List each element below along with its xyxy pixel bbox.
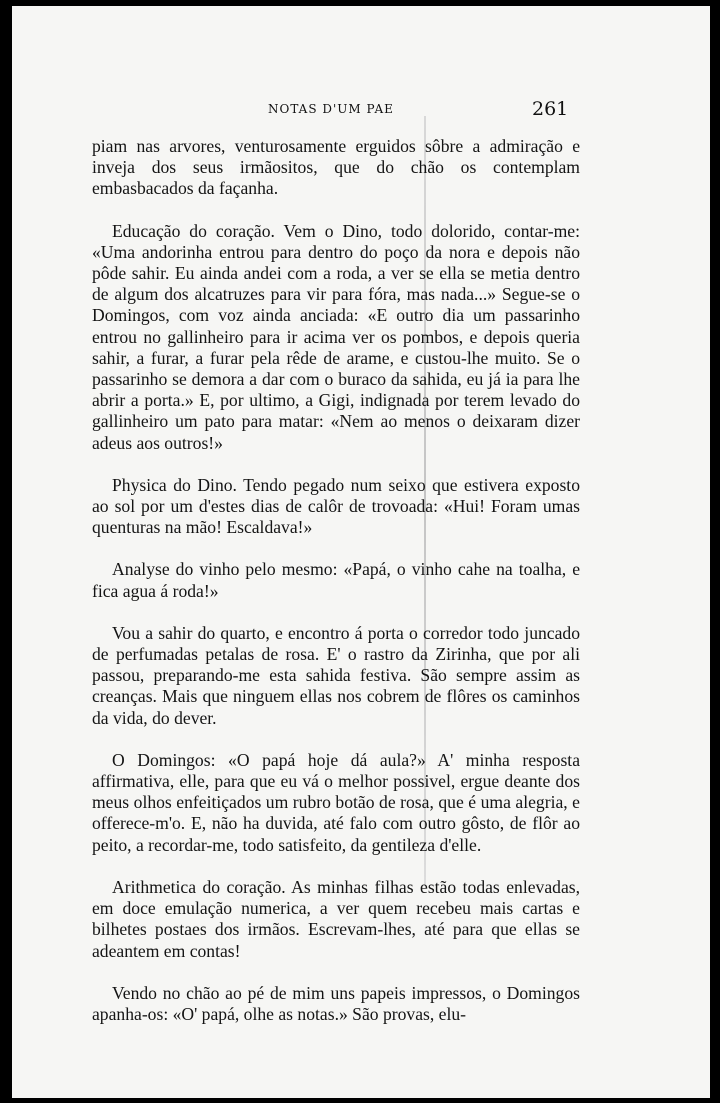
paragraph: Physica do Dino. Tendo pegado num seixo que estivera exposto ao sol por um d'estes dias de calôr de trovoada: «Hui! Foram umas quenturas na mão! Escaldava!»: [92, 474, 580, 538]
paragraph: piam nas arvores, venturosamente erguidos sôbre a admiração e inveja dos seus irmãositos, que do chão os contemplam embasbacados da façanha.: [92, 136, 580, 199]
book-page: [12, 6, 710, 1098]
running-title: NOTAS D'UM PAE: [268, 102, 394, 116]
paragraph: O Domingos: «O papá hoje dá aula?» A' minha resposta affirmativa, elle, para que eu vá o melhor possivel, ergue deante dos meus olhos enfeitiçados um rubro botão de rosa, que é uma alegria, e offerece-m'o. E, não ha duvida, até falo com outro gôsto, de flôr ao peito, a recordar-me, todo satisfeito, da gentileza d'elle.: [92, 749, 580, 855]
page-header: [12, 100, 710, 120]
page-body: [92, 136, 580, 1046]
paragraph: Arithmetica do coração. As minhas filhas estão todas enlevadas, em doce emulação numerica, a ver quem recebeu mais cartas e bilhetes postaes dos irmãos. Escrevam-lhes, até para que ellas se adeantem em contas!: [92, 876, 580, 961]
paragraph: Vou a sahir do quarto, e encontro á porta o corredor todo juncado de perfumadas petalas de rosa. E' o rastro da Zirinha, que por ali passou, preparando-me esta sahida festiva. São sempre assim as creanças. Mais que ninguem ellas nos cobrem de flôres os caminhos da vida, do dever.: [92, 622, 580, 728]
paragraph: Vendo no chão ao pé de mim uns papeis impressos, o Domingos apanha-os: «O' papá, olhe as notas.» São provas, elu-: [92, 982, 580, 1024]
paragraph: Analyse do vinho pelo mesmo: «Papá, o vinho cahe na toalha, e fica agua á roda!»: [92, 559, 580, 601]
page-number: 261: [532, 98, 569, 120]
paragraph: Educação do coração. Vem o Dino, todo dolorido, contar-me: «Uma andorinha entrou para dentro do poço da nora e depois não pôde sahir. Eu ainda andei com a roda, a ver se ella se metia dentro de algum dos alcatruzes para vir para fóra, mas nada...» Segue-se o Domingos, com voz ainda anciada: «E outro dia um passarinho entrou no gallinheiro para ir acima ver os pombos, e depois queria sahir, a furar, a furar pela rêde de arame, e custou-lhe muito. Se o passarinho se demora a dar com o buraco da sahida, eu já ia para lhe abrir a porta.» E, por ultimo, a Gigi, indignada por terem levado do gallinheiro um pato para matar: «Nem ao menos o deixaram dizer adeus aos outros!»: [92, 220, 580, 453]
